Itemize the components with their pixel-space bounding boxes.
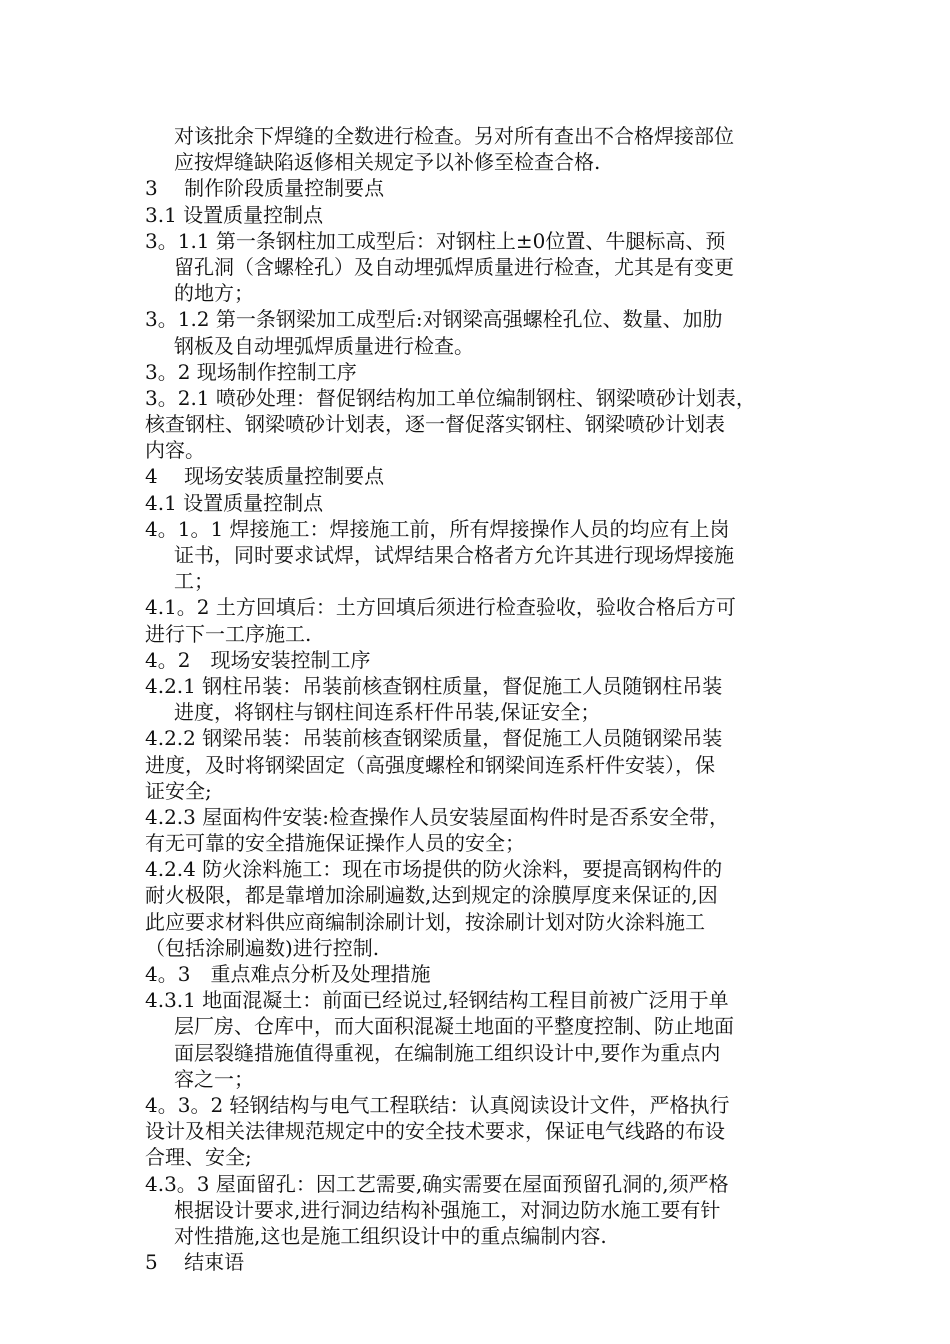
text-line: 4.2.1 钢柱吊装：吊装前核查钢柱质量，督促施工人员随钢柱吊装	[145, 673, 723, 698]
subsection-heading-3-1: 3.1 设置质量控制点	[145, 202, 324, 227]
text-line: 设计及相关法律规范规定中的安全技术要求，保证电气线路的布设	[145, 1119, 725, 1144]
text-line: 有无可靠的安全措施保证操作人员的安全；	[145, 831, 525, 856]
text-line: 进度，及时将钢梁固定（高强度螺栓和钢梁间连系杆件安装），保	[145, 752, 715, 777]
text-line: 证安全;	[145, 778, 212, 803]
text-line: 钢板及自动埋弧焊质量进行检查。	[174, 333, 474, 358]
text-line: 4.2.3 屋面构件安装:检查操作人员安装屋面构件时是否系安全带，	[145, 804, 729, 829]
text-line: 耐火极限，都是靠增加涂刷遍数,达到规定的涂膜厚度来保证的,因	[145, 883, 718, 908]
text-line: 对该批余下焊缝的全数进行检查。另对所有查出不合格焊接部位	[174, 124, 734, 148]
text-line: 4。3。2 轻钢结构与电气工程联结：认真阅读设计文件，严格执行	[145, 1092, 730, 1117]
section-heading-5: 5 结束语	[145, 1250, 245, 1275]
text-line: 3。2.1 喷砂处理：督促钢结构加工单位编制钢柱、钢梁喷砂计划表，	[145, 385, 756, 410]
subsection-heading-4-1: 4.1 设置质量控制点	[145, 490, 324, 515]
text-line: 4.3。3 屋面留孔：因工艺需要,确实需要在屋面预留孔洞的,须严格	[145, 1171, 729, 1196]
subsection-heading-4-2: 4。2 现场安装控制工序	[145, 647, 371, 672]
text-line: 证书，同时要求试焊，试焊结果合格者方允许其进行现场焊接施	[174, 543, 734, 567]
text-line: 4.2.2 钢梁吊装：吊装前核查钢梁质量，督促施工人员随钢梁吊装	[145, 726, 723, 751]
text-line: 的地方；	[174, 281, 254, 306]
text-line: 根据设计要求,进行洞边结构补强施工，对洞边防水施工要有针	[174, 1197, 721, 1222]
text-line: 此应要求材料供应商编制涂刷计划，按涂刷计划对防火涂料施工	[145, 909, 705, 934]
text-line: 留孔洞（含螺栓孔）及自动埋弧焊质量进行检查，尤其是有变更	[174, 254, 734, 279]
text-line: 4.3.1 地面混凝土：前面已经说过,轻钢结构工程目前被广泛用于单	[145, 988, 729, 1013]
text-line: 4.1。2 土方回填后：土方回填后须进行检查验收，验收合格后方可	[145, 595, 736, 620]
subsection-heading-4-3: 4。3 重点难点分析及处理措施	[145, 962, 431, 986]
text-line: 4。1。1 焊接施工：焊接施工前，所有焊接操作人员的均应有上岗	[145, 516, 730, 541]
document-body	[145, 123, 815, 1275]
text-line: 核查钢柱、钢梁喷砂计划表，逐一督促落实钢柱、钢梁喷砂计划表	[145, 412, 725, 437]
text-line: 3。1.2 第一条钢梁加工成型后:对钢梁高强螺栓孔位、数量、加肋	[145, 307, 723, 332]
text-line: 进度，将钢柱与钢柱间连系杆件吊装,保证安全；	[174, 700, 601, 725]
text-line: 3。1.1 第一条钢柱加工成型后：对钢柱上±0位置、牛腿标高、预	[145, 228, 726, 253]
text-line: （包括涂刷遍数)进行控制.	[145, 935, 380, 960]
section-heading-3: 3 制作阶段质量控制要点	[145, 176, 385, 201]
text-line: 层厂房、仓库中，而大面积混凝土地面的平整度控制、防止地面	[174, 1014, 734, 1039]
text-line: 4.2.4 防火涂料施工：现在市场提供的防火涂料，要提高钢构件的	[145, 857, 723, 882]
text-line: 面层裂缝措施值得重视，在编制施工组织设计中,要作为重点内	[174, 1040, 721, 1065]
text-line: 工；	[174, 569, 214, 594]
text-line: 容之一；	[174, 1066, 254, 1091]
text-line: 应按焊缝缺陷返修相关规定予以补修至检查合格.	[174, 150, 601, 175]
text-line: 内容。	[145, 438, 205, 463]
text-line: 进行下一工序施工.	[145, 621, 312, 646]
section-heading-4: 4 现场安装质量控制要点	[145, 464, 385, 489]
text-line: 对性措施,这也是施工组织设计中的重点编制内容.	[174, 1223, 607, 1248]
text-line: 合理、安全;	[145, 1145, 252, 1170]
subsection-heading-3-2: 3。2 现场制作控制工序	[145, 359, 357, 384]
